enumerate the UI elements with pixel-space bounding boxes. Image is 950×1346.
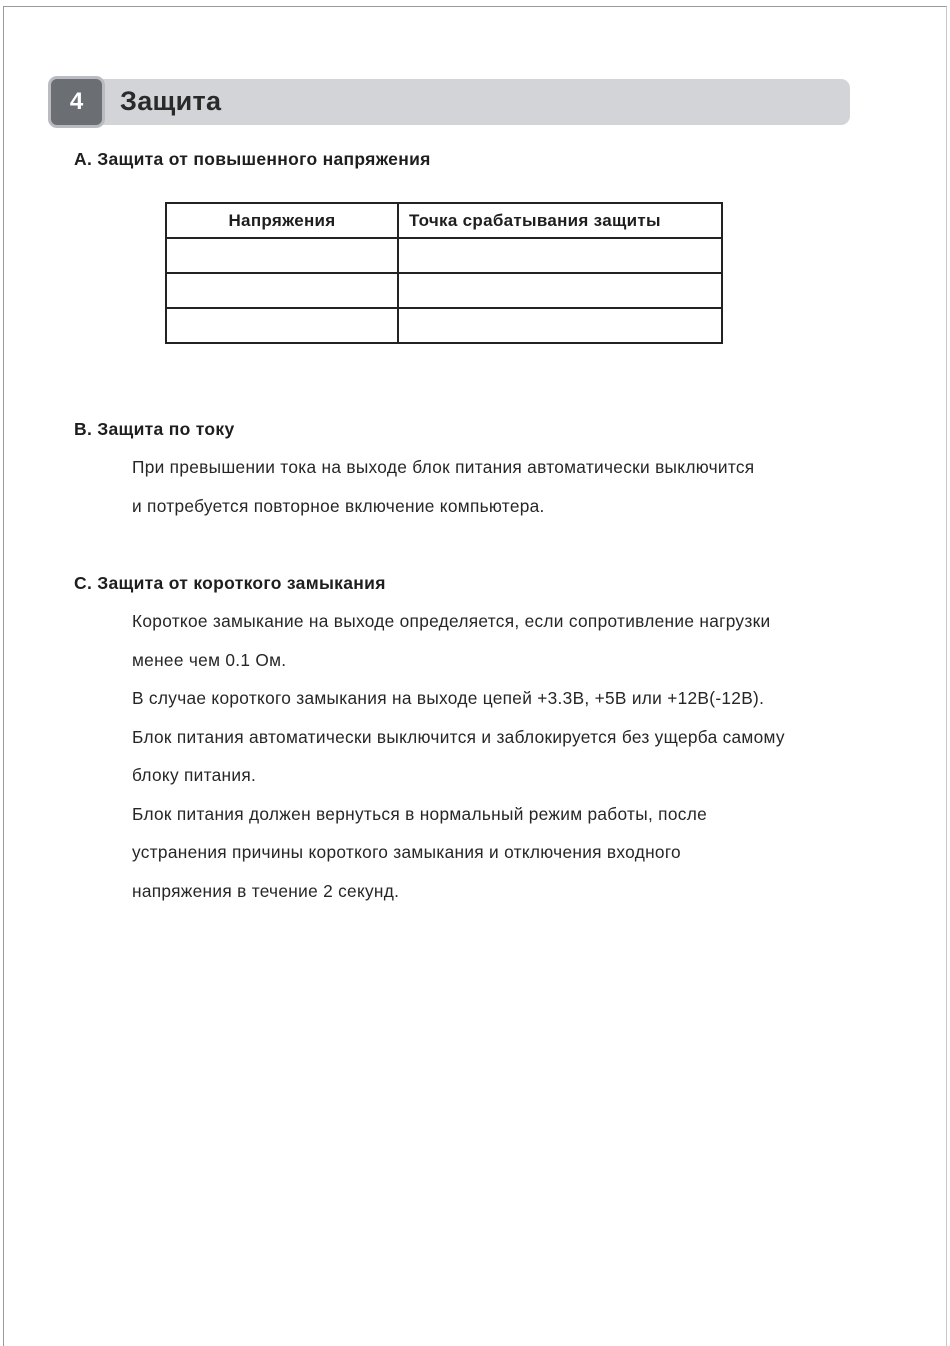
paragraph-line: напряжения в течение 2 секунд. bbox=[132, 881, 400, 901]
table-cell bbox=[166, 273, 398, 308]
paragraph-line: менее чем 0.1 Ом. bbox=[132, 650, 287, 670]
overvoltage-table bbox=[165, 202, 723, 344]
paragraph-line: При превышении тока на выходе блок питания автоматически выключится bbox=[132, 457, 755, 477]
heading-overcurrent: B. Защита по току bbox=[74, 419, 235, 439]
paragraph-line: Блок питания должен вернуться в нормальный режим работы, после bbox=[132, 804, 707, 824]
table-header-row bbox=[166, 203, 722, 238]
table-cell bbox=[398, 273, 722, 308]
paragraph-line: В случае короткого замыкания на выходе цепей +3.3В, +5В или +12В(-12В). bbox=[132, 688, 765, 708]
column-header-voltage: Напряжения bbox=[166, 203, 398, 238]
table-row bbox=[166, 238, 722, 273]
table-cell bbox=[166, 308, 398, 343]
section-number-badge: 4 bbox=[48, 76, 105, 128]
table-cell bbox=[398, 308, 722, 343]
paragraph-line: устранения причины короткого замыкания и отключения входного bbox=[132, 842, 681, 862]
heading-short-circuit: C. Защита от короткого замыкания bbox=[74, 573, 386, 593]
table-cell bbox=[166, 238, 398, 273]
paragraph-line: Блок питания автоматически выключится и заблокируется без ущерба самому bbox=[132, 727, 785, 747]
paragraph-line: блоку питания. bbox=[132, 765, 257, 785]
section-header bbox=[48, 76, 850, 128]
table-row bbox=[166, 308, 722, 343]
table-row bbox=[166, 273, 722, 308]
table-cell bbox=[398, 238, 722, 273]
paragraph-line: Короткое замыкание на выходе определяется, если сопротивление нагрузки bbox=[132, 611, 771, 631]
column-header-trip-point: Точка срабатывания защиты bbox=[398, 203, 722, 238]
section-title: Защита bbox=[120, 86, 222, 116]
paragraph-line: и потребуется повторное включение компьютера. bbox=[132, 496, 545, 516]
heading-overvoltage: A. Защита от повышенного напряжения bbox=[74, 149, 431, 169]
